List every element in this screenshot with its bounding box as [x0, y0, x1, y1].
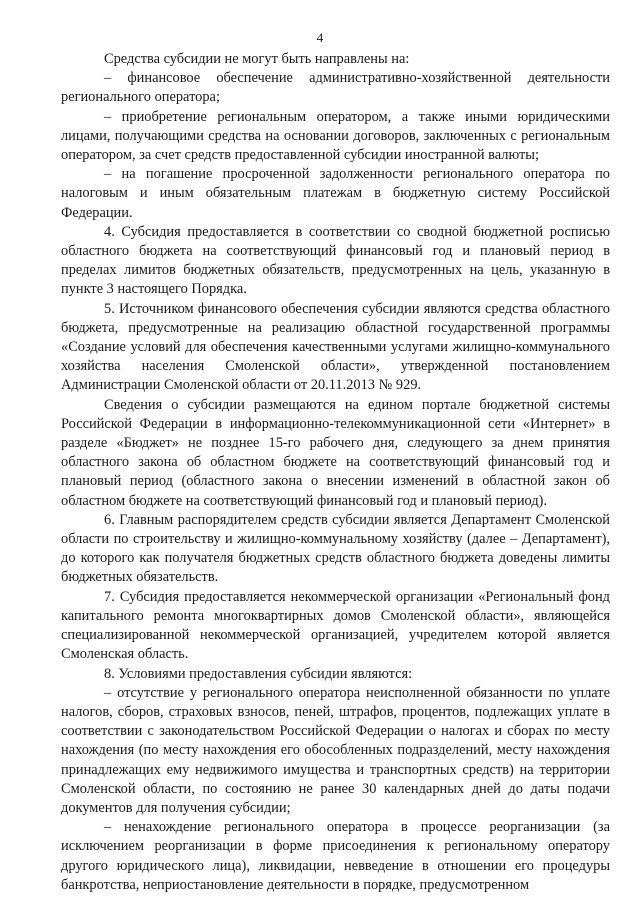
- paragraph-clause-8: 8. Условиями предоставления субсидии являются:: [104, 665, 413, 682]
- paragraph-condition-no-reorganization: – ненахождение регионального оператора в процессе реорганизации (за исключением реорганизации в форме присоединения к региональному оператору другого юридического лица), ликвидации, невведение в отношении его процедуры банкротства, неприостановление деятельности в порядке, предусмотренном: [61, 819, 610, 893]
- paragraph-condition-no-tax-debt: – отсутствие у регионального оператора неисполненной обязанности по уплате налогов, сборов, страховых взносов, пеней, штрафов, процентов, подлежащих уплате в соответствии с законодательством Российской Федерации о налогах и сборах по месту нахождения (по месту нахождения его обособленных подразделений, месту нахождения принадлежащих ему недвижимого имущества и транспортных средств) на территории Смоленской области, по состоянию не ранее 30 календарных дней до даты подачи документов для получения субсидии;: [61, 684, 610, 816]
- document-body: [61, 50, 610, 895]
- paragraph-clause-5: 5. Источником финансового обеспечения субсидии являются средства областного бюджета, предусмотренные на реализацию областной государственной программы «Создание условий для обеспечения качественными услугами жилищно-коммунального хозяйства населения Смоленской области», утвержденной постановлением Администрации Смоленской области от 20.11.2013 № 929.: [61, 300, 610, 394]
- paragraph-subsidy-info: Сведения о субсидии размещаются на едином портале бюджетной системы Российской Федерации в информационно-телекоммуникационной сети «Интернет» в разделе «Бюджет» не позднее 15-го рабочего дня, следующего за днем принятия областного закона об областном бюджете на соответствующий финансовый год и плановый период (областного закона о внесении изменений в областной закон об областном бюджете на соответствующий финансовый год и плановый период).: [61, 396, 610, 509]
- paragraph-clause-7: 7. Субсидия предоставляется некоммерческой организации «Региональный фонд капитального ремонта многоквартирных домов Смоленской области», являющейся специализированной некоммерческой организацией, учредителем которой является Смоленская область.: [61, 588, 610, 663]
- paragraph-item-financial-support: – финансовое обеспечение административно-хозяйственной деятельности регионального оператора;: [61, 70, 610, 106]
- paragraph-item-overdue-debt: – на погашение просроченной задолженности регионального оператора по налоговым и иным обязательным платежам в бюджетную систему Российской Федерации.: [61, 166, 610, 221]
- paragraph-intro: Средства субсидии не могут быть направлены на:: [104, 51, 410, 67]
- paragraph-clause-6: 6. Главным распорядителем средств субсидии является Департамент Смоленской области по строительству и жилищно-коммунальному хозяйству (далее – Департамент), до которого как получателя бюджетных средств областного бюджета доведены лимиты бюджетных обязательств.: [61, 511, 610, 586]
- paragraph-clause-4: 4. Субсидия предоставляется в соответствии со сводной бюджетной росписью областного бюджета на соответствующий финансовый год и плановый период в пределах лимитов бюджетных обязательств, предусмотренных на цель, указанную в пункте 3 настоящего Порядка.: [61, 223, 610, 298]
- page-number: 4: [316, 30, 324, 45]
- paragraph-item-foreign-currency: – приобретение региональным оператором, а также иными юридическими лицами, получающими средства на основании договоров, заключенных с региональным оператором, за счет средств предоставленной субсидии иностранной валюты;: [61, 108, 610, 164]
